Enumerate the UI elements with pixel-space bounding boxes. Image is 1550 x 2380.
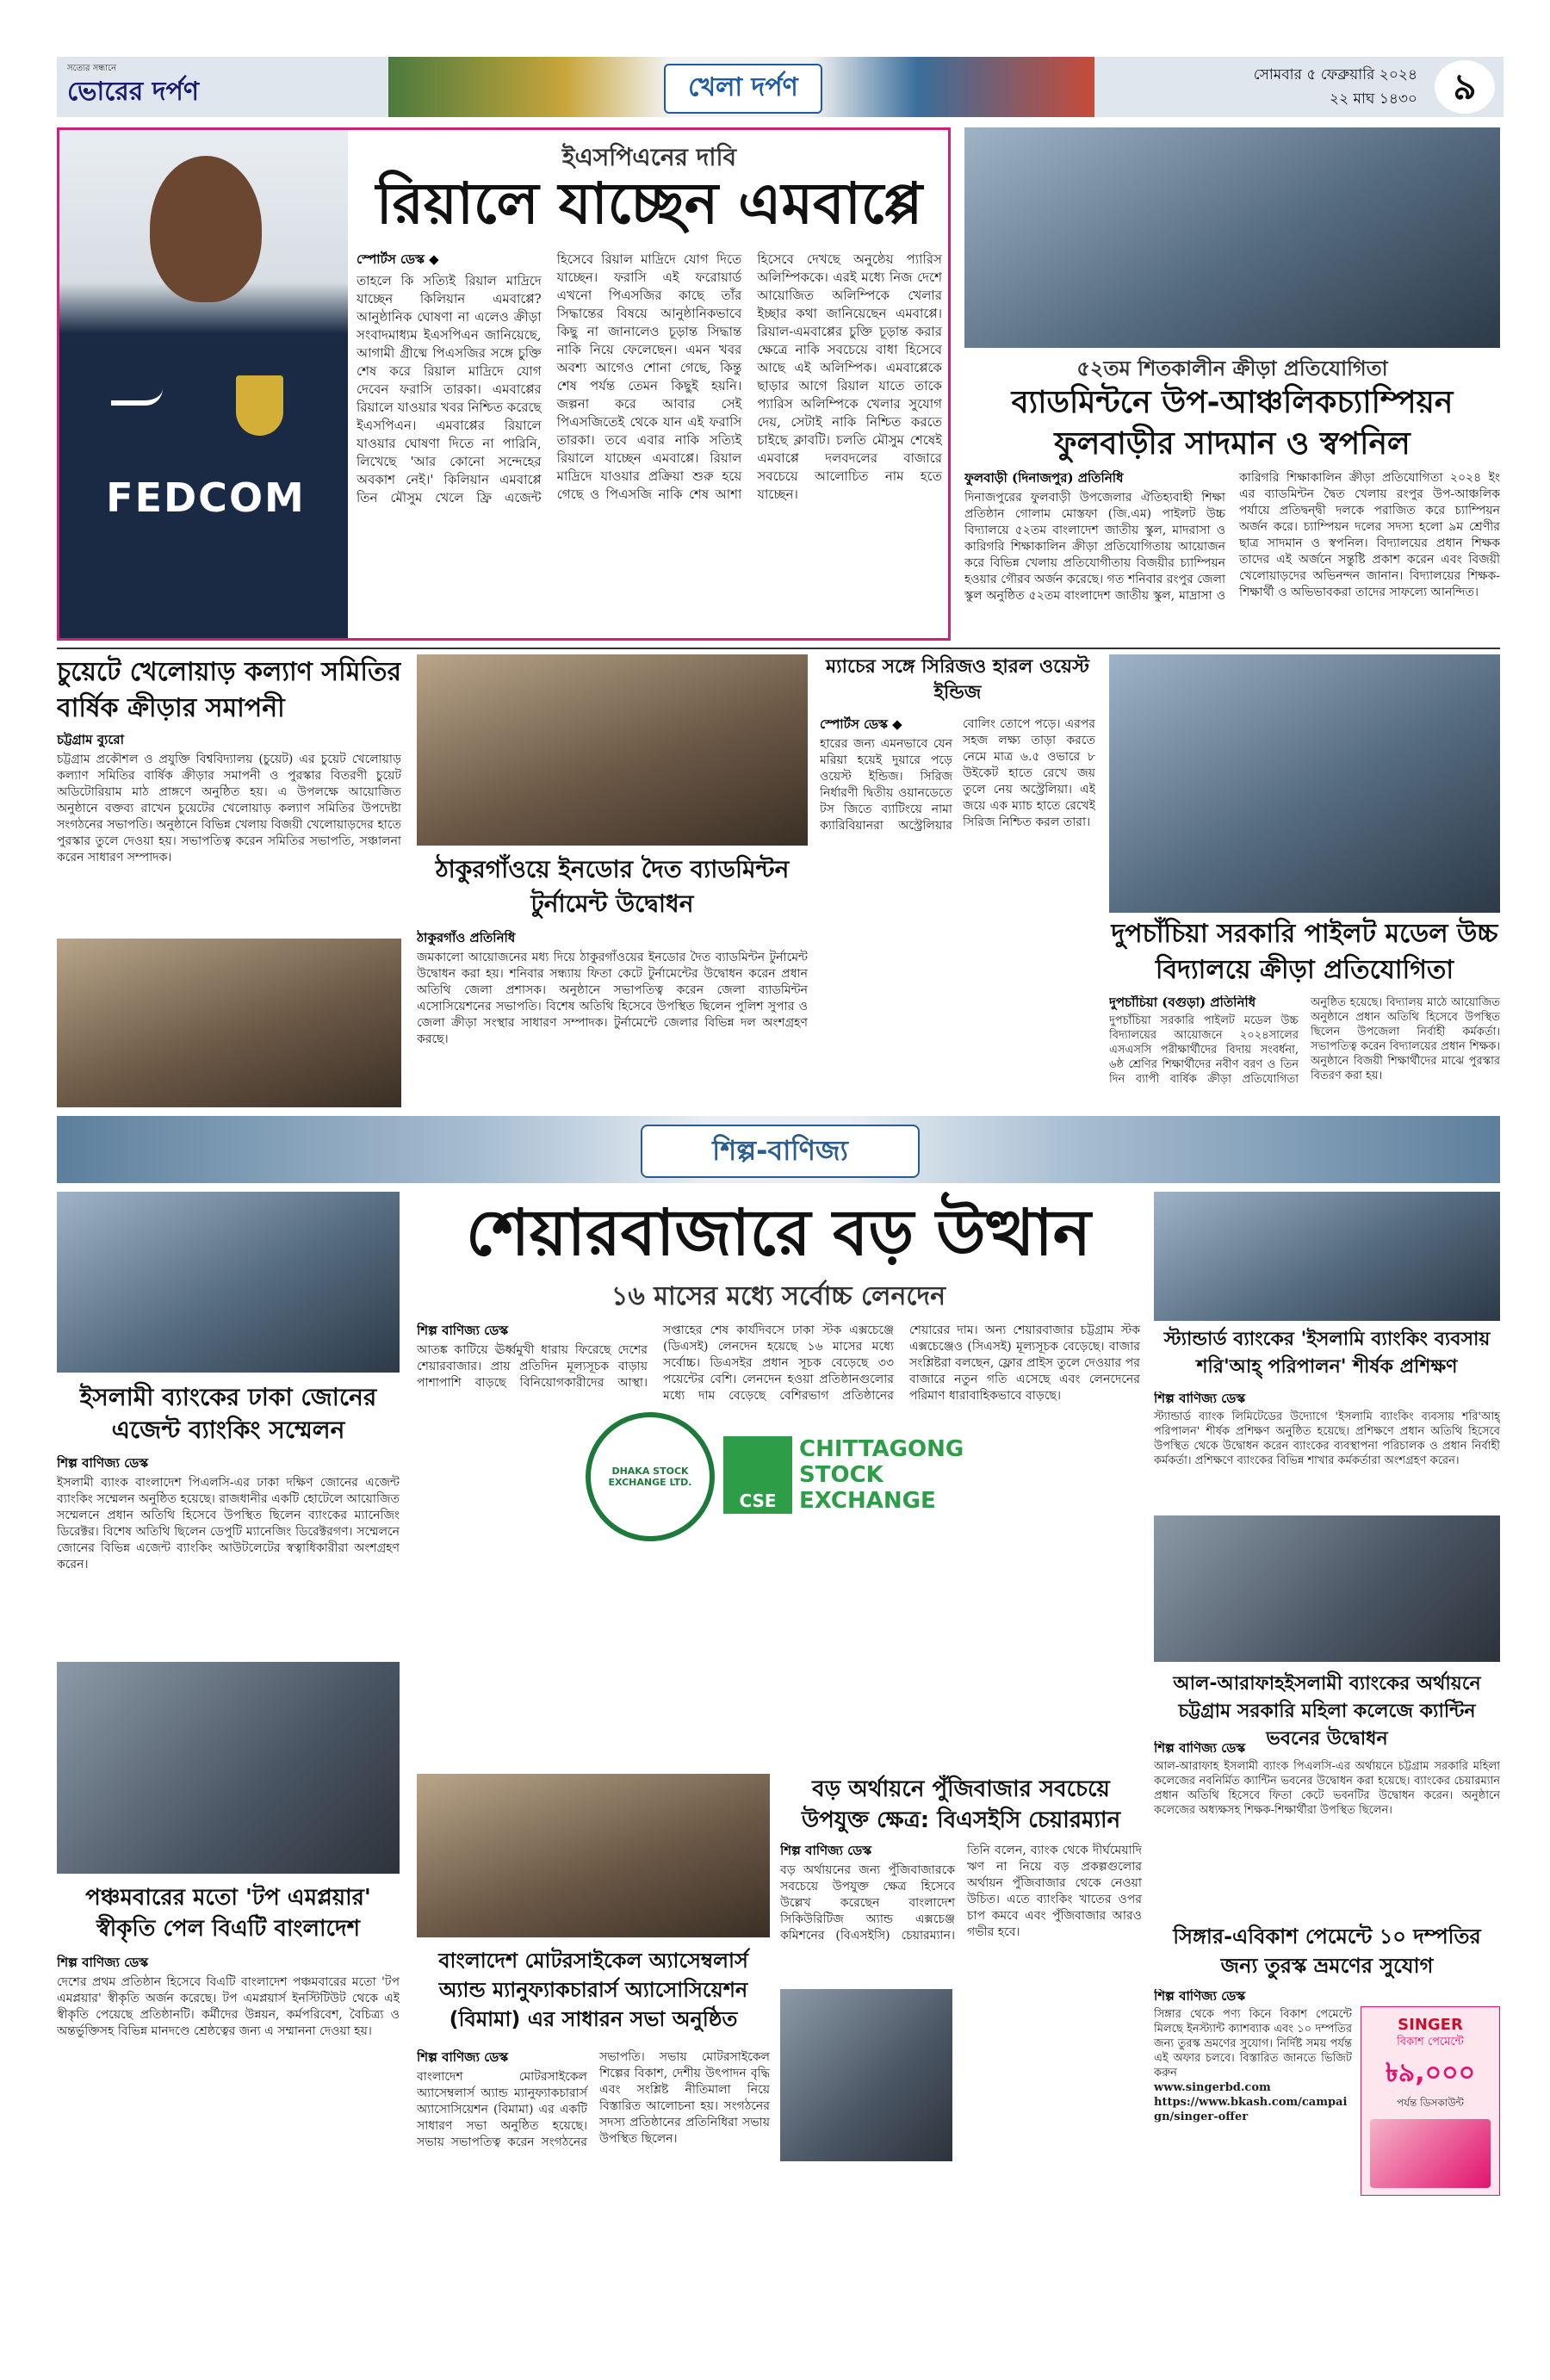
standard-body: শিল্প বাণিজ্য ডেস্ক স্ট্যান্ডার্ড ব্যাংক লিমিটেডের উদ্যোগে 'ইসলামি ব্যাংকিং ব্যবসায় শরি'আহ্ পরিপালন' শীর্ষক প্রশিক্ষণ অনুষ্ঠিত হয়েছে। প্রশিক্ষণে প্রধান অতিথি হিসেবে উপস্থিত থেকে উদ্বোধন করেন ব্যাংকের ব্যবস্থাপনা পরিচালক ও প্রধান নির্বাহী কর্মকর্তা। প্রশিক্ষণে ব্যাংকের বিভিন্ন শাখার কর্মকর্তারা অংশগ্রহণ করেন। — [1154, 1391, 1500, 1467]
monaco-crest-icon — [236, 375, 283, 436]
shitkalin-headline: ব্যাডমিন্টনে উপ-আঞ্চলিকচ্যাম্পিয়ন ফুলবাড়ীর সাদমান ও স্বপনিল — [1011, 385, 1454, 462]
singer-url1[interactable]: www.singerbd.com — [1154, 2081, 1271, 2094]
singer-ad-sub: বিকাশ পেমেন্টে — [1397, 2036, 1464, 2048]
dse-logo — [586, 1412, 715, 1541]
cse-badge: CSE — [723, 1436, 792, 1514]
thakurgaon-photo — [417, 654, 808, 846]
masthead — [57, 57, 1504, 117]
header-sports-banner — [388, 57, 1094, 117]
shitkalin-body: ফুলবাড়ী (দিনাজপুর) প্রতিনিধি দিনাজপুরের ফুলবাড়ী উপজেলার ঐতিহ্যবাহী শিক্ষা প্রতিষ্ঠান গোলাম মোস্তফা (জি.এম) পাইলট উচ্চ বিদ্যালয়ে ৫২তম বাংলাদেশ জাতীয় স্কুল, মাদরাসা ও কারিগরি শিক্ষাকালিন ক্রীড়া প্রতিযোগিতায় আয়োজন করে বিভিন্ন খেলায় প্রতিযোগীতায় বিজয়ীর চ্যাম্পিয়ন হওয়ার গৌরব অর্জন করেছে। গত শনিবার রংপুর জেলা স্কুল অনুষ্ঠিত ৫২তম বাংলাদেশ জাতীয় স্কুল, মাদ্রাসা ও কারিগরি শিক্ষাকালিন ক্রীড়া প্রতিযোগিতা ২০২৪ ইং এর ব্যাডমিন্টন দ্বৈত খেলায় রংপুর উপ-আঞ্চলিক পর্যায়ে প্রতিদ্বন্দ্বী দলকে পরাজিত করে চ্যাম্পিয়ন অর্জন করে। চ্যাম্পিয়ন দলের সদস্য হলো ৯ম শ্রেণীর ছাত্র সাদমান ও স্বপনিল। বিদ্যালয়ের প্রধান শিক্ষক তাদের এই অর্জনে সন্তুষ্টি প্রকাশ করেন এবং বিজয়ী খেলোয়াড়দের অভিনন্দন জানান। বিদ্যালয়ের শিক্ষক-শিক্ষার্থী ও অভিভাবকরা তাদের সাফল্যে আনন্দিত। — [964, 470, 1500, 603]
mbappe-kicker: ইএসপিএনের দাবি — [561, 143, 737, 171]
bat-photo — [57, 1662, 400, 1874]
cse-line3: EXCHANGE — [799, 1488, 936, 1514]
shitkalin-photo — [964, 127, 1500, 348]
logo — [67, 62, 239, 112]
business-banner — [57, 1116, 1500, 1183]
share-body: শিল্প বাণিজ্য ডেস্ক আতঙ্ক কাটিয়ে ঊর্ধ্বমুখী ধারায় ফিরেছে দেশের শেয়ারবাজার। প্রায় প্রতিদিন মূল্যসূচক বাড়ায় পাশাপাশি বাড়ছে বিনিয়োগকারীদের আস্থা। সপ্তাহের শেষ কার্যদিবসে ঢাকা স্টক এক্সচেঞ্জে (ডিএসই) লেনদেন হয়েছে ১৬ মাসের মধ্যে সর্বোচ্চ। ডিএসইর প্রধান সূচক বেড়েছে ৩৩ পয়েন্টের বেশি। লেনদেন হওয়া প্রতিষ্ঠানগুলোর মধ্যে দাম বেড়েছে বেশিরভাগ প্রতিষ্ঠানের শেয়ারের দাম। অন্য শেয়ারবাজার চট্টগ্রাম স্টক এক্সচেঞ্জেও (সিএসই) মূল্যসূচক বেড়েছে। বাজার সংশ্লিষ্টরা বলছেন, ফ্লোর প্রাইস তুলে দেওয়ার পর বাজারে নতুন গতি এসেছে এবং লেনদেনের পরিমাণ ধারাবাহিকভাবে বাড়ছে। — [417, 1323, 1140, 1403]
standard-headline: স্ট্যান্ডার্ড ব্যাংকের 'ইসলামি ব্যাংকিং ব্যবসায় শরি'আহ্ পরিপালন' শীর্ষক প্রশিক্ষণ — [1163, 1329, 1491, 1378]
cse-logo — [723, 1421, 964, 1533]
section-title: খেলা দর্পণ — [664, 64, 822, 114]
alarafah-headline: আল-আরাফাহইসলামী ব্যাংকের অর্থায়নে চট্টগ্রাম সরকারি মহিলা কলেজে ক্যান্টিন ভবনের উদ্বোধন — [1173, 1673, 1481, 1750]
singer-body: শিল্প বাণিজ্য ডেস্ক সিঙ্গার থেকে পণ্য কিনে বিকাশ পেমেন্টে মিলছে ইনস্ট্যান্ট ক্যাশব্যাক এবং ১০ দম্পতির জন্য তুরস্ক ভ্রমণের সুযোগ। নির্দিষ্ট সময় পর্যন্ত এই অফার চলবে। বিস্তারিত জানতে ভিজিট করুন www.singerbd.com https://www.bkash.com/campaign/singer-offer — [1154, 1989, 1352, 2123]
nike-logo-icon — [111, 388, 163, 406]
bimma-headline: বাংলাদেশ মোটরসাইকেল অ্যাসেম্বলার্স অ্যান্ড ম্যানুফ্যাকচারার্স অ্যাসোসিয়েশন (বিমামা) এর সাধারন সভা অনুষ্ঠিত — [438, 1949, 748, 2031]
share-subhead: ১৬ মাসের মধ্যে সর্বোচ্চ লেনদেন — [611, 1281, 946, 1311]
mbappe-body: স্পোর্টস ডেস্ক ◆ তাহলে কি সত্যিই রিয়াল মাদ্রিদে যাচ্ছেন কিলিয়ান এমবাপ্পে? আনুষ্ঠানিক ঘোষণা না এলেও ক্রীড়া সংবাদমাধ্যম ইএসপিএন জানিয়েছে, আগামী গ্রীষ্মে পিএসজির সঙ্গে চুক্তি শেষ করে রিয়াল মাদ্রিদে যোগ দেবেন ফরাসি তারকা। এমবাপ্পের রিয়ালে যাওয়ার খবর নিশ্চিত করেছে ইএসপিএন। এমবাপ্পের রিয়ালে যাওয়ার ঘোষণা দিতে না পারিনি, লিখেছে 'আর কোনো সন্দেহের অবকাশ নেই।' কিলিয়ান এমবাপ্পে তিন মৌসুম খেলে ফ্রি এজেন্ট হিসেবে রিয়াল মাদ্রিদে যোগ দিতে যাচ্ছেন। ফরাসি এই ফরোয়ার্ড এখনো পিএসজির কাছে তাঁর সিদ্ধান্তের বিষয়ে আনুষ্ঠানিকভাবে কিছু না জানালেও চূড়ান্ত সিদ্ধান্ত নাকি নিয়ে ফেলেছেন। এমন খবর অবশ্য আগেও শোনা গেছে, কিন্তু শেষ পর্যন্ত তেমন কিছুই হয়নি। জল্পনা করে আবার সেই পিএসজিতেই থেকে যান এই ফরাসি তারকা। তবে এবার নাকি সত্যিই রিয়ালে যাচ্ছেন এমবাপ্পে। রিয়াল মাদ্রিদে যাওয়ার প্রক্রিয়া শুরু হয়ে গেছে ও পিএসজি নাকি শেষ আশা হিসেবে দেখছে অনুষ্ঠেয় প্যারিস অলিম্পিককে। এরই মধ্যে নিজ দেশে আয়োজিত অলিম্পিকে খেলার ইচ্ছার কথা জানিয়েছেন এমবাপ্পে। রিয়াল-এমবাপ্পের চুক্তি চূড়ান্ত করার ক্ষেত্রে নাকি সবচেয়ে বাধা হিসেবে আছে এই অলিম্পিক। এমবাপ্পেকে ছাড়ার আগে রিয়াল যাতে তাকে প্যারিস অলিম্পিকে খেলার সুযোগ দেয়, সেটাই নাকি নিশ্চিত করতে চাইছে ক্লাবটি। চলতি মৌসুম শেষেই এমবাপ্পে দলবদলের বাজারে সবচেয়ে আলোচিত নাম হতে যাচ্ছেন। — [356, 251, 942, 505]
header-date: সোমবার ৫ ফেব্রুয়ারি ২০২৪ ২২ মাঘ ১৪৩০ — [1253, 66, 1417, 108]
singer-ad-caption: পর্যন্ত ডিসকাউন্ট — [1397, 2097, 1464, 2109]
dupchanchia-headline: দুপচাঁচিয়া সরকারি পাইলট মডেল উচ্চ বিদ্যালয়ে ক্রীড়া প্রতিযোগিতা — [1111, 919, 1498, 985]
dse-logo-text: DHAKA STOCK EXCHANGE LTD. — [608, 1466, 692, 1488]
dupchanchia-photo — [1109, 654, 1500, 913]
chuet-body: চট্টগ্রাম ব্যুরো চট্টগ্রাম প্রকৌশল ও প্রযুক্তি বিশ্ববিদ্যালয় (চুয়েট) এর চুয়েট খেলোয়াড় কল্যাণ সমিতির বার্ষিক ক্রীড়ার সমাপনী ও পুরস্কার বিতরণী চুয়েট অডিটোরিয়াম মাঠ প্রাঙ্গণে অনুষ্ঠিত হয়। এ উপলক্ষে আয়োজিত অনুষ্ঠানে বক্তব্য রাখেন চুয়েটের খেলোয়াড় কল্যাণ সমিতির উপদেষ্টা সংগঠনের সভাপতি। অনুষ্ঠানে বিভিন্ন খেলায় বিজয়ী খেলোয়াড়দের হাতে পুরস্কার তুলে দেওয়া হয়। সভাপতিত্ব করেন সমিতির সভাপতি, সঞ্চালনা করেন সাধারণ সম্পাদক। — [57, 732, 401, 865]
bimma-photo — [417, 1774, 770, 1937]
thakurgaon-headline: ঠাকুরগাঁওয়ে ইনডোর দৈত ব্যাডমিন্টন টুর্নামেন্ট উদ্বোধন — [435, 855, 790, 918]
page-number: ৯ — [1435, 60, 1495, 114]
singer-ad-amount: ৳৯,০০০ — [1385, 2058, 1476, 2088]
alarafah-body: শিল্প বাণিজ্য ডেস্ক আল-আরাফাহ ইসলামী ব্যাংক পিএলসি-এর অর্থায়নে চট্টগ্রাম সরকারি মহিলা কলেজের নবনির্মিত ক্যান্টিন ভবনের উদ্বোধন করা হয়েছে। ব্যাংকের চেয়ারম্যান প্রধান অতিথি হিসেবে ফিতা কেটে ভবনটির উদ্বোধন করেন। অনুষ্ঠানে কলেজের অধ্যক্ষসহ শিক্ষক-শিক্ষার্থীরা উপস্থিত ছিলেন। — [1154, 1741, 1500, 1817]
cse-line2: STOCK — [799, 1462, 884, 1488]
singer-ad-title: SINGER — [1398, 2016, 1463, 2034]
bsec-headline: বড় অর্থায়নে পুঁজিবাজার সবচেয়ে উপযুক্ত ক্ষেত্র: বিএসইসি চেয়ারম্যান — [801, 1776, 1121, 1833]
mbappe-article — [57, 127, 951, 641]
logo-tagline: সত্যের সন্ধানে — [67, 64, 117, 73]
chuet-headline: চুয়েটে খেলোয়াড় কল্যাণ সমিতির বার্ষিক ক্রীড়ার সমাপনী — [57, 657, 401, 723]
singer-ad — [1361, 2006, 1500, 2196]
singer-url2[interactable]: https://www.bkash.com/campaign/singer-offer — [1154, 2096, 1348, 2123]
mbappe-headline: রিয়ালে যাচ্ছেন এমবাপ্পে — [375, 170, 923, 237]
singer-ad-image — [1370, 2119, 1491, 2188]
islami-agent-headline: ইসলামী ব্যাংকের ঢাকা জোনের এজেন্ট ব্যাংকিং সম্মেলন — [79, 1383, 377, 1444]
series-headline: ম্যাচের সঙ্গে সিরিজও হারল ওয়েস্ট ইন্ডিজ — [826, 656, 1089, 703]
player-head — [150, 156, 262, 302]
standard-photo — [1154, 1192, 1500, 1321]
share-headline: শেয়ারবাজারে বড় উত্থান — [466, 1196, 1091, 1270]
bsec-chairman-photo — [780, 1989, 952, 2161]
series-body: স্পোর্টস ডেস্ক ◆ হারের জন্য এমনভাবে যেন মরিয়া হয়েই দুয়ারে পড়ে ওয়েস্ট ইন্ডিজ। সিরিজ নির্ধারণী দ্বিতীয় ওয়ানডেতে টস জিতে ব্যাটিংয়ে নামা ক্যারিবিয়ানরা অস্ট্রেলিয়ার বোলিং তোপে পড়ে। এরপর সহজ লক্ষ্য তাড়া করতে নেমে মাত্র ৬.৫ ওভারে ৮ উইকেট হাতে রেখে জয় তুলে নেয় অস্ট্রেলিয়া। এই জয়ে এক ম্যাচ হাতে রেখেই সিরিজ নিশ্চিত করল তারা। — [820, 716, 1095, 833]
shitkalin-kicker: ৫২তম শিতকালীন ক্রীড়া প্রতিযোগিতা — [1076, 356, 1388, 381]
islami-agent-body: শিল্প বাণিজ্য ডেস্ক ইসলামী ব্যাংক বাংলাদেশ পিএলসি-এর ঢাকা দক্ষিণ জোনের এজেন্ট ব্যাংকিং সম্মেলন অনুষ্ঠিত হয়েছে। রাজধানীর একটি হোটেলে আয়োজিত সম্মেলনে প্রধান অতিথি হিসেবে উপস্থিত ছিলেন ব্যাংকের ম্যানেজিং ডিরেক্টর। বিশেষ অতিথি ছিলেন ডেপুটি ম্যানেজিং ডিরেক্টরগণ। সম্মেলনে জোনের বিভিন্ন এজেন্ট ব্যাংকিং আউটলেটের স্বত্বাধিকারীরা অংশগ্রহণ করেন। — [57, 1455, 400, 1571]
singer-headline: সিঙ্গার-এবিকাশ পেমেন্টে ১০ দম্পতির জন্য তুরস্ক ভ্রমণের সুযোগ — [1173, 1924, 1481, 1978]
mbappe-photo — [59, 130, 348, 638]
section-banner-title: শিল্প-বাণিজ্য — [641, 1125, 920, 1178]
thakurgaon-body: ঠাকুরগাঁও প্রতিনিধি জমকালো আয়োজনের মধ্য দিয়ে ঠাকুরগাঁওয়ের ইনডোর দৈত ব্যাডমিন্টন টুর্নামেন্ট উদ্বোধন করা হয়। শনিবার সন্ধ্যায় ফিতা কেটে টুর্নামেন্টের উদ্বোধন করেন প্রধান অতিথি জেলা প্রশাসক। অনুষ্ঠানে সভাপতিত্ব করেন জেলা ব্যাডমিন্টন এসোসিয়েশনের সভাপতি। বিশেষ অতিথি হিসেবে উপস্থিত ছিলেন পুলিশ সুপার ও জেলা ক্রীড়া সংস্থার সাধারণ সম্পাদক। টুর্নামেন্টে জেলার বিভিন্ন দল অংশগ্রহণ করছে। — [417, 930, 808, 1046]
bimma-body: শিল্প বাণিজ্য ডেস্ক বাংলাদেশ মোটরসাইকেল অ্যাসেম্বলার্স অ্যান্ড ম্যানুফ্যাকচারার্স অ্যাসোসিয়েশন (বিমামা) এর একটি সাধারণ সভা অনুষ্ঠিত হয়েছে। সভায় সভাপতিত্ব করেন সংগঠনের সভাপতি। সভায় মোটরসাইকেল শিল্পের বিকাশ, দেশীয় উৎপাদন বৃদ্ধি এবং সংশ্লিষ্ট নীতিমালা নিয়ে বিস্তারিত আলোচনা হয়। সংগঠনের সদস্য প্রতিষ্ঠানের প্রতিনিধিরা সভায় উপস্থিত ছিলেন। — [417, 2049, 770, 2149]
logo-name: ভোরের দর্পণ — [67, 77, 199, 107]
bat-headline: পঞ্চমবারের মতো 'টপ এমপ্লয়ার' স্বীকৃতি পেল বিএটি বাংলাদেশ — [85, 1885, 371, 1942]
bat-body: শিল্প বাণিজ্য ডেস্ক দেশের প্রথম প্রতিষ্ঠান হিসেবে বিএটি বাংলাদেশ পঞ্চমবারের মতো 'টপ এমপ্লয়ার' স্বীকৃতি অর্জন করেছে। টপ এমপ্লয়ার্স ইনস্টিটিউট থেকে এই স্বীকৃতি পেয়েছে প্রতিষ্ঠানটি। কর্মীদের উন্নয়ন, কর্মপরিবেশ, বৈচিত্র্য ও অন্তর্ভুক্তিসহ বিভিন্ন মানদণ্ডে শ্রেষ্ঠত্বের জন্য এ সম্মাননা দেওয়া হয়। — [57, 1955, 400, 2038]
islami-agent-photo — [57, 1192, 400, 1373]
cse-line1: CHITTAGONG — [799, 1436, 964, 1462]
bsec-body: শিল্প বাণিজ্য ডেস্ক বড় অর্থায়নের জন্য পুঁজিবাজারকে সবচেয়ে উপযুক্ত ক্ষেত্র হিসেবে উল্লেখ করেছেন বাংলাদেশ সিকিউরিটিজ অ্যান্ড এক্সচেঞ্জ কমিশনের (বিএসইসি) চেয়ারম্যান। তিনি বলেন, ব্যাংক থেকে দীর্ঘমেয়াদি ঋণ না নিয়ে বড় প্রকল্পগুলোর অর্থায়ন পুঁজিবাজার থেকে নেওয়া উচিত। এতে ব্যাংকিং খাতের ওপর চাপ কমবে এবং পুঁজিবাজার আরও গভীর হবে। — [780, 1843, 1142, 1943]
dupchanchia-body: দুপচাঁচিয়া (বগুড়া) প্রতিনিধি দুপচাঁচিয়া সরকারি পাইলট মডেল উচ্চ বিদ্যালয়ের আয়োজনে ২০২৪সালের এসএসসি পরীক্ষার্থীদের বিদায় সংবর্ধনা, ৬ষ্ঠ শ্রেণির শিক্ষার্থীদের নবীণ বরণ ও তিন দিন ব্যাপী বার্ষিক ক্রীড়া প্রতিযোগিতা অনুষ্ঠিত হয়েছে। বিদ্যালয় মাঠে আয়োজিত অনুষ্ঠানে প্রধান অতিথি হিসেবে উপস্থিত ছিলেন উপজেলা নির্বাহী কর্মকর্তা। সভাপতিত্ব করেন বিদ্যালয়ের প্রধান শিক্ষক। অনুষ্ঠানে বিজয়ী শিক্ষার্থীদের মাঝে পুরস্কার বিতরণ করা হয়। — [1109, 995, 1500, 1086]
shirt-sponsor: FEDCOM — [106, 474, 306, 521]
divider — [57, 648, 1500, 649]
chuet-photo — [57, 939, 401, 1107]
standard-photo-2 — [1154, 1515, 1500, 1662]
